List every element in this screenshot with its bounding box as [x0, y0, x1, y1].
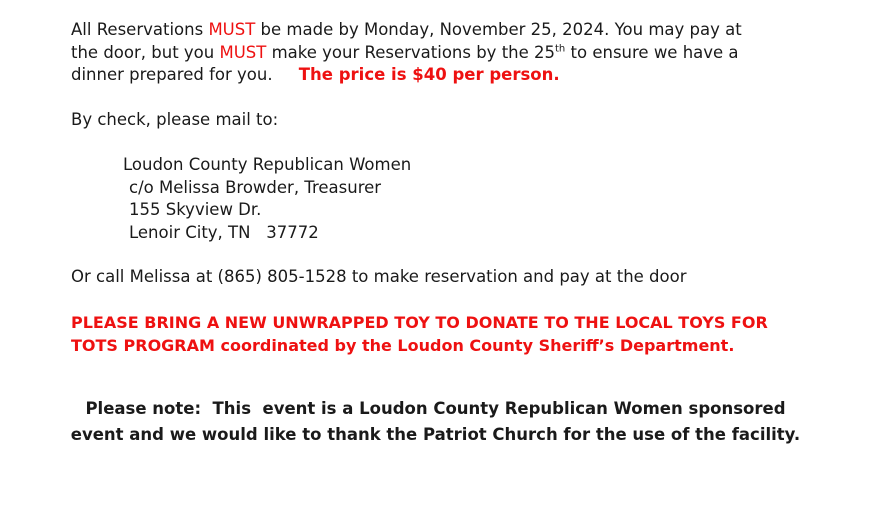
intro-text: the door, but you: [71, 42, 220, 62]
ordinal-suffix: th: [555, 43, 566, 54]
note-line: Please note: This event is a Loudon County Republican Women sponsored: [85, 399, 786, 418]
intro-line-3: [71, 64, 742, 87]
toys-line: TOTS PROGRAM coordinated by the Loudon County Sheriff’s Department.: [71, 336, 735, 355]
note-line: event and we would like to thank the Patriot Church for the use of the facility.: [70, 425, 801, 444]
intro-line-1: [71, 19, 742, 42]
address-line: 155 Skyview Dr.: [129, 200, 262, 219]
toys-line: PLEASE BRING A NEW UNWRAPPED TOY TO DONATE TO THE LOCAL TOYS FOR: [71, 313, 768, 332]
price-notice: The price is $40 per person.: [298, 65, 560, 84]
address-line: Lenoir City, TN 37772: [129, 222, 319, 242]
mailing-address: [123, 154, 411, 244]
phone-reservation-line: Or call Melissa at (865) 805-1528 to make reservation and pay at the door: [71, 267, 687, 286]
address-line: c/o Melissa Browder, Treasurer: [129, 177, 382, 197]
intro-text: make your Reservations by the 25: [266, 42, 556, 62]
intro-line-2: [71, 42, 742, 65]
sponsorship-note: [0, 396, 871, 448]
intro-text: be made by Monday, November 25, 2024. You may pay at: [255, 20, 742, 39]
intro-text: All Reservations: [71, 20, 209, 39]
address-line: Loudon County Republican Women: [123, 155, 412, 174]
intro-text: to ensure we have a: [565, 42, 739, 62]
mail-heading: By check, please mail to:: [71, 110, 279, 129]
reservation-instructions: [71, 19, 742, 87]
intro-text: dinner prepared for you.: [71, 65, 299, 84]
must-emphasis: MUST: [219, 42, 267, 62]
toys-for-tots-notice: [71, 311, 768, 357]
must-emphasis: MUST: [208, 20, 256, 39]
